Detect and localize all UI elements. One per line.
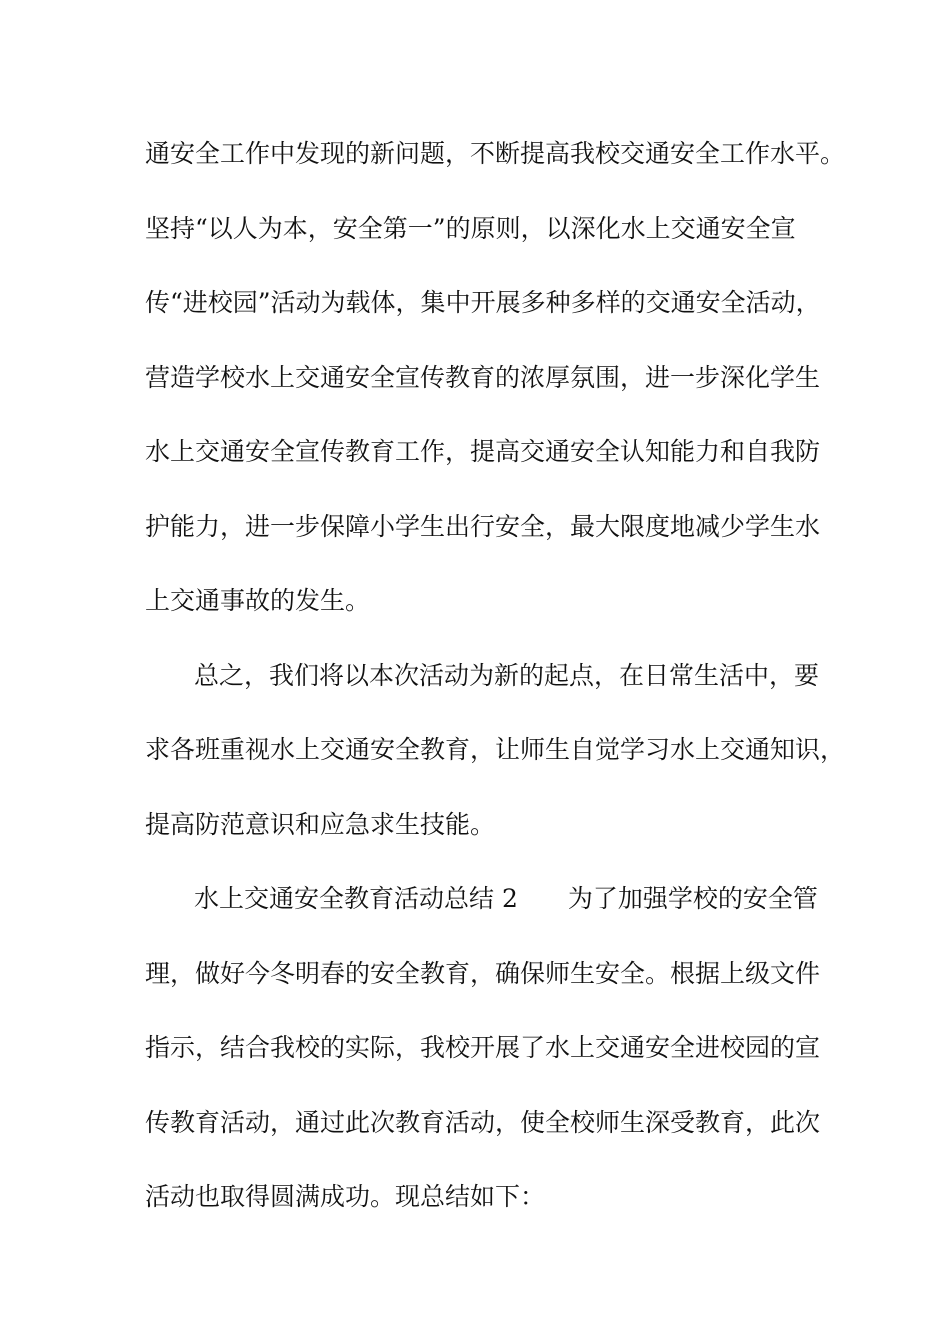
body-text-line: 活动也取得圆满成功。现总结如下：: [145, 1182, 546, 1211]
body-text-line: 护能力，进一步保障小学生出行安全，最大限度地减少学生水: [145, 512, 821, 541]
body-text-line: 理，做好今冬明春的安全教育，确保师生安全。根据上级文件: [145, 959, 821, 988]
body-text-line: 传教育活动，通过此次教育活动，使全校师生深受教育，此次: [145, 1108, 821, 1137]
body-text-line: 上交通事故的发生。: [145, 586, 371, 615]
body-text-line: 坚持“以人为本，安全第一”的原则，以深化水上交通安全宣: [145, 214, 796, 243]
section-heading-line: [194, 879, 818, 919]
paragraph-first-line: 总之，我们将以本次活动为新的起点，在日常生活中，要: [194, 661, 820, 690]
section-heading: 水上交通安全教育活动总结 2: [194, 884, 518, 913]
body-text-line: 营造学校水上交通安全宣传教育的浓厚氛围，进一步深化学生: [145, 363, 821, 392]
body-text-line: 提高防范意识和应急求生技能。: [145, 810, 496, 839]
body-text-line: 传“进校园”活动为载体，集中开展多种多样的交通安全活动，: [145, 288, 821, 317]
body-text-line: 求各班重视水上交通安全教育，让师生自觉学习水上交通知识，: [145, 735, 846, 764]
body-text-line: 通安全工作中发现的新问题，不断提高我校交通安全工作水平。: [145, 139, 846, 168]
body-text-line: 指示，结合我校的实际，我校开展了水上交通安全进校园的宣: [145, 1033, 821, 1062]
section-first-text: 为了加强学校的安全管: [567, 884, 818, 913]
body-text-line: 水上交通安全宣传教育工作，提高交通安全认知能力和自我防: [145, 437, 821, 466]
